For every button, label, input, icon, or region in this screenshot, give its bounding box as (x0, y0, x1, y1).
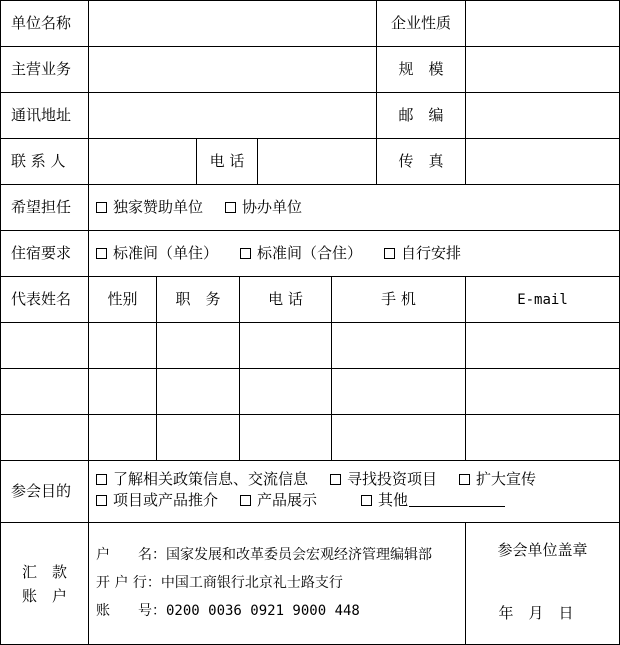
lodging-option-single[interactable] (96, 246, 218, 261)
checkbox-icon[interactable] (384, 248, 395, 259)
grid-line (0, 522, 620, 523)
seal-label: 参会单位盖章 (497, 540, 588, 559)
label-role: 希望担任 (11, 198, 72, 216)
unit-name-field[interactable] (89, 1, 376, 46)
purpose-option-policy[interactable] (96, 469, 309, 488)
purpose-options-line-1 (96, 470, 558, 488)
account-number (96, 604, 360, 618)
purpose-option-publicity[interactable] (459, 469, 537, 488)
label-enterprise-nature: 企业性质 (390, 14, 451, 32)
postcode-field[interactable] (466, 93, 619, 138)
option-label: 独家赞助单位 (113, 198, 204, 216)
label-scale: 规 模 (398, 60, 444, 78)
option-label: 协办单位 (242, 198, 303, 216)
main-business-field[interactable] (89, 47, 376, 92)
bank-value: 中国工商银行北京礼士路支行 (160, 575, 343, 591)
checkbox-icon[interactable] (225, 202, 236, 213)
other-blank[interactable] (409, 493, 505, 507)
label-fax: 传 真 (398, 152, 444, 170)
scale-field[interactable] (466, 47, 619, 92)
role-option-co-organizer[interactable] (225, 200, 302, 215)
purpose-options-line-2 (96, 491, 527, 509)
header-phone: 电 话 (268, 290, 303, 308)
label-address: 通讯地址 (11, 106, 72, 124)
role-options (96, 185, 324, 230)
grid-line (0, 460, 620, 461)
label-contact: 联 系 人 (11, 152, 66, 170)
header-gender: 性别 (107, 290, 138, 308)
checkbox-icon[interactable] (96, 474, 107, 485)
checkbox-icon[interactable] (459, 474, 470, 485)
address-field[interactable] (89, 93, 376, 138)
option-label: 标准间（合住） (257, 244, 363, 262)
option-label: 项目或产品推介 (113, 490, 219, 509)
contact-field[interactable] (89, 139, 196, 184)
purpose-option-exhibit[interactable] (240, 490, 318, 509)
label-phone: 电 话 (209, 152, 245, 170)
lodging-option-self[interactable] (384, 246, 461, 261)
checkbox-icon[interactable] (330, 474, 341, 485)
option-label: 其他 (378, 490, 409, 509)
option-label: 寻找投资项目 (347, 469, 438, 488)
label-lodging: 住宿要求 (11, 244, 72, 262)
label-remit-1: 汇 款 (21, 562, 67, 581)
role-option-sponsor[interactable] (96, 200, 203, 215)
rep-row-1[interactable] (1, 323, 619, 368)
label-postcode: 邮 编 (398, 106, 444, 124)
number-label: 账 号： (96, 603, 166, 619)
fax-field[interactable] (466, 139, 619, 184)
phone-field[interactable] (258, 139, 376, 184)
checkbox-icon[interactable] (240, 248, 251, 259)
checkbox-icon[interactable] (240, 495, 251, 506)
bank-label: 开 户 行： (96, 575, 161, 591)
checkbox-icon[interactable] (96, 248, 107, 259)
checkbox-icon[interactable] (361, 495, 372, 506)
rep-row-2[interactable] (1, 369, 619, 414)
option-label: 扩大宣传 (476, 469, 537, 488)
label-main-business: 主营业务 (11, 60, 72, 78)
option-label: 标准间（单住） (113, 244, 219, 262)
checkbox-icon[interactable] (96, 202, 107, 213)
checkbox-icon[interactable] (96, 495, 107, 506)
lodging-options (96, 231, 483, 276)
rep-row-3[interactable] (1, 415, 619, 460)
option-label: 产品展示 (257, 490, 318, 509)
number-value: 0200 0036 0921 9000 448 (166, 603, 360, 619)
seal-date: 年 月 日 (498, 603, 574, 622)
enterprise-nature-field[interactable] (466, 1, 619, 46)
account-bank (96, 576, 343, 590)
lodging-option-shared[interactable] (240, 246, 362, 261)
option-label: 自行安排 (401, 244, 462, 262)
header-position: 职 务 (175, 290, 221, 308)
label-purpose: 参会目的 (11, 482, 72, 500)
purpose-option-other[interactable] (361, 490, 505, 509)
option-label: 了解相关政策信息、交流信息 (113, 469, 309, 488)
label-remit-2: 账 户 (21, 586, 67, 605)
label-unit-name: 单位名称 (11, 14, 72, 32)
purpose-option-investment[interactable] (330, 469, 438, 488)
header-email: E-mail (517, 291, 568, 308)
header-mobile: 手 机 (381, 290, 416, 308)
header-rep-name: 代表姓名 (11, 290, 72, 308)
purpose-option-promotion[interactable] (96, 490, 219, 509)
account-holder: 户 名：国家发展和改革委员会宏观经济管理编辑部 (96, 547, 432, 563)
